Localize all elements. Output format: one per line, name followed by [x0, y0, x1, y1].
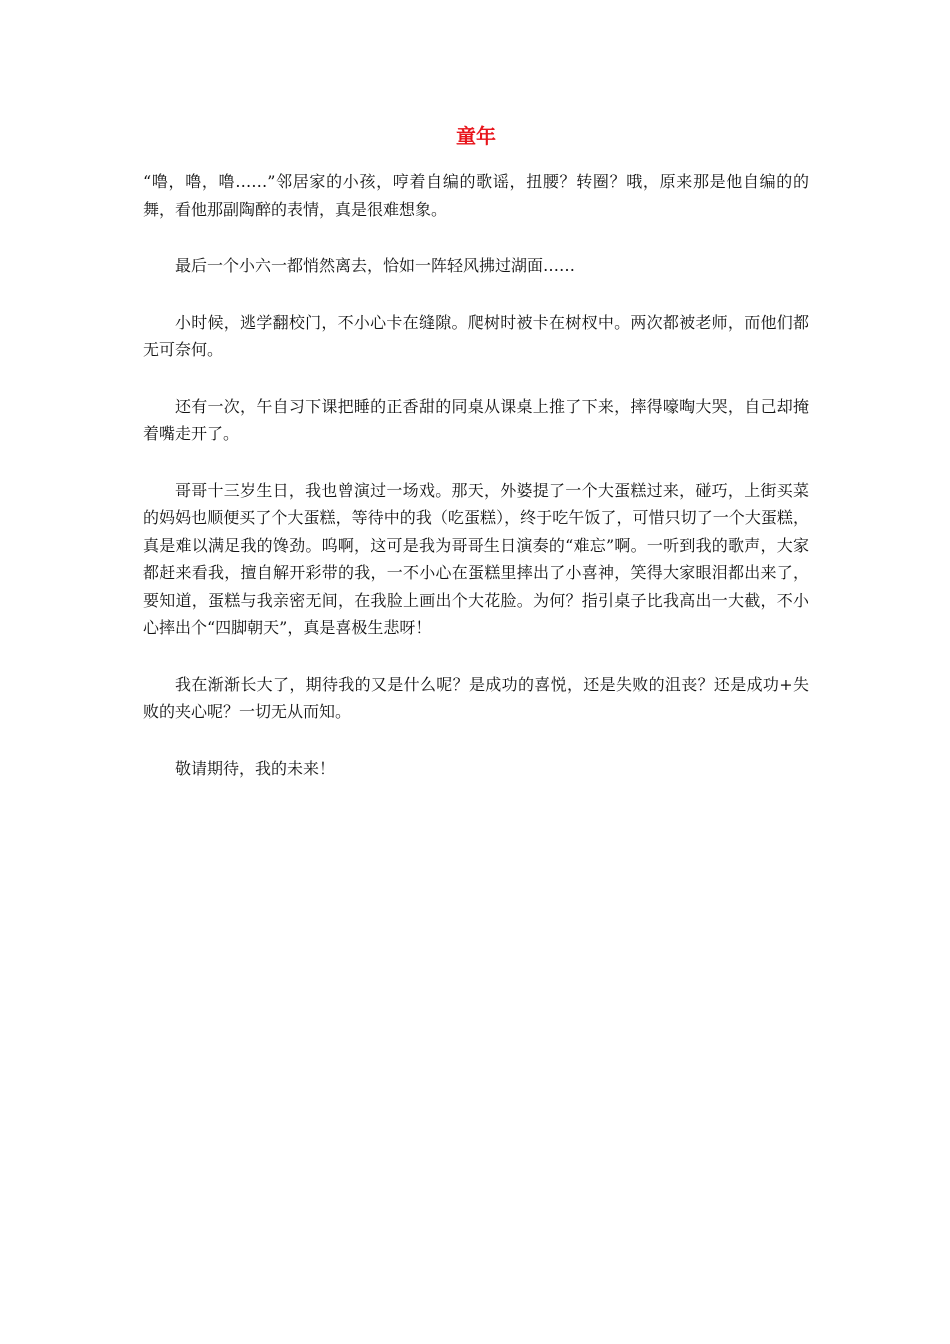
paragraph-5: 哥哥十三岁生日，我也曾演过一场戏。那天，外婆提了一个大蛋糕过来，碰巧，上街买菜的妈妈也顺便买了个大蛋糕，等待中的我（吃蛋糕），终于吃午饭了，可惜只切了一个大蛋糕，真是难以满足我的馋劲。呜啊，这可是我为哥哥生日演奏的“难忘”啊。一听到我的歌声，大家都赶来看我，擅自解开彩带的我，一不小心在蛋糕里摔出了小喜神，笑得大家眼泪都出来了，要知道，蛋糕与我亲密无间，在我脸上画出个大花脸。为何？指引桌子比我高出一大截，不小心摔出个“四脚朝天”，真是喜极生悲呀！ [143, 480, 809, 637]
document-title: 童年 [456, 124, 496, 148]
paragraph-1: “噜，噜，噜……”邻居家的小孩，哼着自编的歌谣，扭腰？转圈？哦，原来那是他自编的的舞，看他那副陶醉的表情，真是很难想象。 [143, 172, 809, 219]
paragraph-2: 最后一个小六一都悄然离去，恰如一阵轻风拂过湖面…… [175, 256, 576, 275]
paragraph-3: 小时候，逃学翻校门，不小心卡在缝隙。爬树时被卡在树杈中。两次都被老师，而他们都无可奈何。 [143, 312, 809, 359]
document-body [143, 120, 809, 782]
paragraph-7: 敬请期待，我的未来！ [175, 758, 336, 778]
paragraph-4: 还有一次，午自习下课把睡的正香甜的同桌从课桌上推了下来，摔得嚎啕大哭，自己却掩着嘴走开了。 [143, 396, 809, 443]
paragraph-6: 我在渐渐长大了，期待我的又是什么呢？是成功的喜悦，还是失败的沮丧？还是成功+失败的夹心呢？一切无从而知。 [143, 674, 809, 721]
